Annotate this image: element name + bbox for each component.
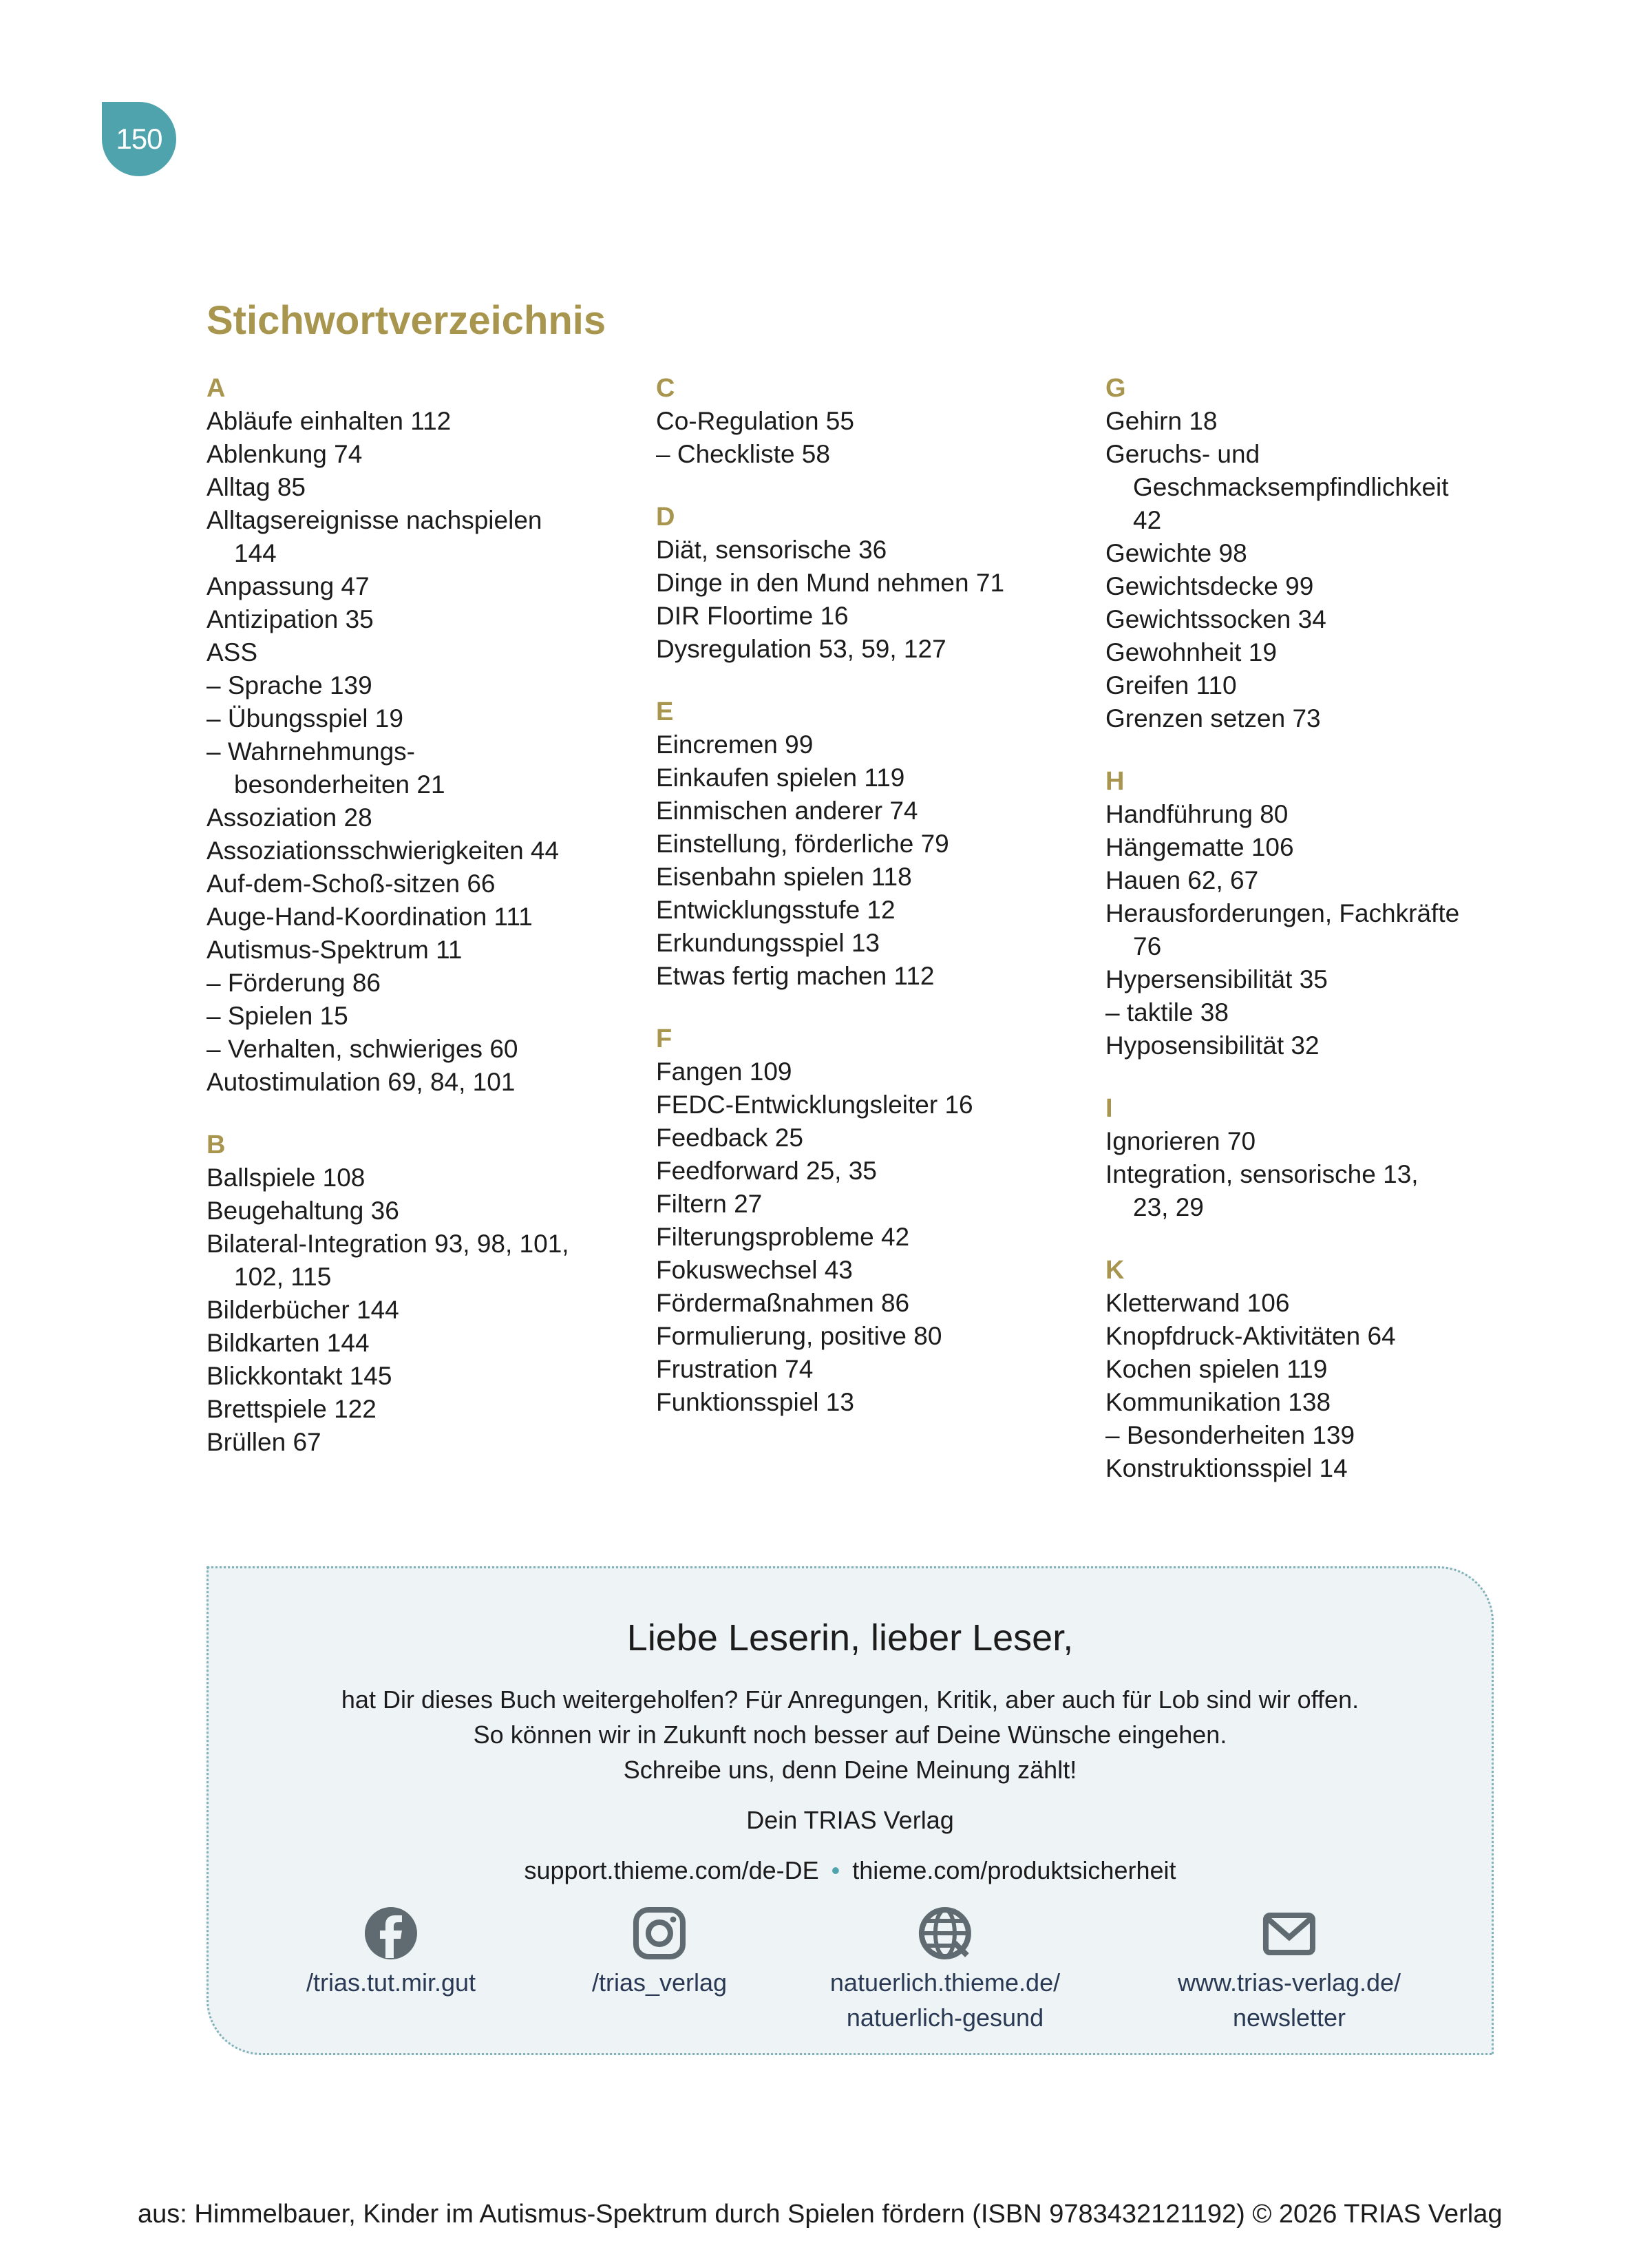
entry-text: Einkaufen spielen 119 bbox=[656, 764, 905, 792]
index-entry bbox=[206, 702, 633, 735]
entry-text: Alltag 85 bbox=[206, 473, 306, 501]
entry-text: Knopfdruck-Aktivitäten 64 bbox=[1105, 1322, 1396, 1350]
index-entry bbox=[656, 1122, 1083, 1155]
entry-text: – Verhalten, schwieriges 60 bbox=[206, 1035, 518, 1063]
message-line: So können wir in Zukunft noch besser auf Deine Wünsche eingehen. bbox=[473, 1721, 1227, 1749]
index-section-h bbox=[1105, 765, 1532, 1062]
entry-text: Gewohnheit 19 bbox=[1105, 638, 1277, 666]
entry-text: Frustration 74 bbox=[656, 1355, 814, 1383]
index-section-e bbox=[656, 695, 1083, 993]
entry-text: Greifen 110 bbox=[1105, 671, 1237, 699]
product-safety-link[interactable]: thieme.com/produktsicherheit bbox=[852, 1856, 1176, 1884]
entry-text: Gewichte 98 bbox=[1105, 539, 1247, 567]
bullet-separator: • bbox=[831, 1856, 840, 1884]
page-title: Stichwortverzeichnis bbox=[206, 298, 606, 343]
entry-text: FEDC-Entwicklungsleiter 16 bbox=[656, 1091, 973, 1119]
index-entry bbox=[1105, 570, 1532, 603]
reader-info-box bbox=[206, 1566, 1494, 2055]
entry-text: Erkundungsspiel 13 bbox=[656, 929, 880, 957]
entry-continuation: 23, 29 bbox=[1133, 1193, 1204, 1221]
entry-text: Gewichtsdecke 99 bbox=[1105, 572, 1314, 600]
instagram-link[interactable] bbox=[592, 1906, 727, 2000]
entry-text: Handführung 80 bbox=[1105, 800, 1289, 828]
entry-text: Alltagsereignisse nachspielen bbox=[206, 506, 542, 534]
index-entry bbox=[656, 1320, 1083, 1353]
entry-text: Blickkontakt 145 bbox=[206, 1362, 392, 1390]
entry-text: Co-Regulation 55 bbox=[656, 407, 854, 435]
index-entry bbox=[1105, 669, 1532, 702]
social-label: /trias.tut.mir.gut bbox=[306, 1968, 476, 1997]
entry-text: DIR Floortime 16 bbox=[656, 602, 849, 630]
index-column-3 bbox=[1105, 372, 1532, 1515]
section-letter: H bbox=[1105, 767, 1125, 796]
entry-continuation: besonderheiten 21 bbox=[234, 770, 445, 799]
index-entry bbox=[1105, 1353, 1532, 1386]
index-entry bbox=[656, 633, 1083, 666]
index-entry bbox=[206, 867, 633, 901]
entry-text: Hängematte 106 bbox=[1105, 833, 1294, 861]
index-entry bbox=[656, 728, 1083, 761]
entry-continuation: 144 bbox=[234, 539, 277, 567]
entry-text: Beugehaltung 36 bbox=[206, 1197, 399, 1225]
section-letter: D bbox=[656, 503, 675, 532]
index-entry bbox=[206, 967, 633, 1000]
entry-text: Hyposensibilität 32 bbox=[1105, 1031, 1320, 1060]
index-entry bbox=[206, 636, 633, 669]
entry-text: Kochen spielen 119 bbox=[1105, 1355, 1328, 1383]
entry-text: Ablenkung 74 bbox=[206, 440, 363, 468]
section-letter: F bbox=[656, 1024, 673, 1053]
index-entry bbox=[1105, 1419, 1532, 1452]
entry-text: Antizipation 35 bbox=[206, 605, 374, 633]
entry-text: Dinge in den Mund nehmen 71 bbox=[656, 569, 1005, 597]
entry-text: Fördermaßnahmen 86 bbox=[656, 1289, 910, 1317]
entry-text: Entwicklungsstufe 12 bbox=[656, 896, 896, 924]
entry-text: Bilderbücher 144 bbox=[206, 1296, 399, 1324]
index-entry bbox=[1105, 831, 1532, 864]
greeting: Liebe Leserin, lieber Leser, bbox=[626, 1617, 1074, 1659]
entry-text: Einmischen anderer 74 bbox=[656, 797, 918, 825]
entry-text: Bilateral-Integration 93, 98, 101, bbox=[206, 1230, 569, 1258]
index-entry bbox=[1105, 897, 1532, 963]
index-entry bbox=[1105, 996, 1532, 1029]
social-label: natuerlich.thieme.de/ bbox=[829, 1968, 1061, 1997]
index-entry bbox=[1105, 603, 1532, 636]
index-entry bbox=[1105, 1125, 1532, 1158]
index-column-2 bbox=[656, 372, 1083, 1449]
index-section-i bbox=[1105, 1092, 1532, 1224]
entry-text: – taktile 38 bbox=[1105, 998, 1229, 1027]
index-entry bbox=[206, 1294, 633, 1327]
message bbox=[209, 1682, 1492, 1787]
entry-text: Ballspiele 108 bbox=[206, 1164, 366, 1192]
entry-text: Anpassung 47 bbox=[206, 572, 370, 600]
entry-text: Assoziation 28 bbox=[206, 803, 372, 832]
index-entry bbox=[656, 600, 1083, 633]
entry-text: Konstruktionsspiel 14 bbox=[1105, 1454, 1348, 1482]
social-label: newsletter bbox=[1232, 2003, 1346, 2032]
entry-text: – Checkliste 58 bbox=[656, 440, 830, 468]
index-entry bbox=[1105, 1452, 1532, 1485]
index-entry bbox=[206, 405, 633, 438]
index-section-f bbox=[656, 1022, 1083, 1419]
index-entry bbox=[206, 901, 633, 934]
entry-text: Dysregulation 53, 59, 127 bbox=[656, 635, 946, 663]
index-entry bbox=[206, 801, 633, 834]
entry-text: Diät, sensorische 36 bbox=[656, 536, 887, 564]
entry-text: Grenzen setzen 73 bbox=[1105, 704, 1321, 733]
index-entry bbox=[206, 504, 633, 570]
entry-text: Brettspiele 122 bbox=[206, 1395, 377, 1423]
entry-text: – Besonderheiten 139 bbox=[1105, 1421, 1355, 1449]
entry-text: Filtern 27 bbox=[656, 1190, 763, 1218]
index-entry bbox=[206, 834, 633, 867]
instagram-icon bbox=[632, 1906, 687, 1961]
message-line: Schreibe uns, denn Deine Meinung zählt! bbox=[623, 1756, 1077, 1784]
section-letter: A bbox=[206, 374, 226, 403]
entry-text: Etwas fertig machen 112 bbox=[656, 962, 935, 990]
entry-text: – Übungsspiel 19 bbox=[206, 704, 403, 733]
entry-text: Feedback 25 bbox=[656, 1124, 803, 1152]
index-entry bbox=[656, 1088, 1083, 1122]
index-entry bbox=[1105, 1158, 1532, 1224]
entry-text: Feedforward 25, 35 bbox=[656, 1157, 877, 1185]
entry-text: Autostimulation 69, 84, 101 bbox=[206, 1068, 516, 1096]
facebook-link[interactable] bbox=[306, 1906, 476, 2000]
section-letter: C bbox=[656, 374, 675, 403]
index-entry bbox=[656, 1353, 1083, 1386]
index-section-b bbox=[206, 1128, 633, 1459]
entry-text: Funktionsspiel 13 bbox=[656, 1388, 854, 1416]
mail-icon bbox=[1262, 1906, 1317, 1961]
social-label: natuerlich-gesund bbox=[846, 2003, 1044, 2032]
index-entry bbox=[1105, 702, 1532, 735]
index-entry bbox=[1105, 798, 1532, 831]
index-section-c bbox=[656, 372, 1083, 471]
index-entry bbox=[206, 1228, 633, 1294]
index-entry bbox=[206, 1161, 633, 1195]
entry-text: Einstellung, förderliche 79 bbox=[656, 830, 949, 858]
index-entry bbox=[656, 1287, 1083, 1320]
newsletter-link[interactable] bbox=[1178, 1906, 1401, 2035]
entry-continuation: 76 bbox=[1133, 932, 1162, 960]
index-entry bbox=[206, 438, 633, 471]
entry-text: Kommunikation 138 bbox=[1105, 1388, 1331, 1416]
index-entry bbox=[656, 795, 1083, 828]
section-letter: E bbox=[656, 697, 674, 726]
index-section-g bbox=[1105, 372, 1532, 735]
index-entry bbox=[1105, 864, 1532, 897]
entry-text: Filterungsprobleme 42 bbox=[656, 1223, 910, 1251]
entry-text: Formulierung, positive 80 bbox=[656, 1322, 942, 1350]
entry-text: Fokuswechsel 43 bbox=[656, 1256, 853, 1284]
index-entry bbox=[656, 960, 1083, 993]
index-entry bbox=[1105, 537, 1532, 570]
entry-text: Gehirn 18 bbox=[1105, 407, 1218, 435]
index-entry bbox=[656, 438, 1083, 471]
index-entry bbox=[656, 1055, 1083, 1088]
entry-text: – Förderung 86 bbox=[206, 969, 381, 997]
support-link[interactable]: support.thieme.com/de-DE bbox=[524, 1856, 819, 1884]
signature: Dein TRIAS Verlag bbox=[746, 1806, 954, 1834]
entry-continuation: 42 bbox=[1133, 506, 1162, 534]
index-column-1 bbox=[206, 372, 633, 1488]
entry-text: Kletterwand 106 bbox=[1105, 1289, 1290, 1317]
source-footer: aus: Himmelbauer, Kinder im Autismus-Spektrum durch Spielen fördern (ISBN 9783432121192) © 2026 TRIAS Verlag bbox=[138, 2200, 1503, 2229]
index-entry bbox=[206, 471, 633, 504]
index-entry bbox=[656, 534, 1083, 567]
index-entry bbox=[1105, 636, 1532, 669]
entry-text: Auf-dem-Schoß-sitzen 66 bbox=[206, 870, 496, 898]
section-letter: K bbox=[1105, 1256, 1125, 1285]
index-section-d bbox=[656, 501, 1083, 666]
entry-text: Gewichtssocken 34 bbox=[1105, 605, 1326, 633]
page-number: 150 bbox=[102, 102, 176, 176]
entry-continuation: Geschmacksempfindlichkeit bbox=[1133, 473, 1449, 501]
social-label: www.trias-verlag.de/ bbox=[1177, 1968, 1401, 1997]
entry-text: Abläufe einhalten 112 bbox=[206, 407, 452, 435]
entry-text: Hypersensibilität 35 bbox=[1105, 965, 1328, 993]
index-entry bbox=[206, 1360, 633, 1393]
index-entry bbox=[656, 861, 1083, 894]
website-link[interactable] bbox=[830, 1906, 1060, 2035]
entry-text: ASS bbox=[206, 638, 258, 666]
entry-text: Herausforderungen, Fachkräfte bbox=[1105, 899, 1460, 927]
entry-text: Assoziationsschwierigkeiten 44 bbox=[206, 837, 560, 865]
entry-text: Brüllen 67 bbox=[206, 1428, 321, 1456]
index-entry bbox=[656, 1188, 1083, 1221]
index-entry bbox=[206, 1033, 633, 1066]
index-entry bbox=[206, 1393, 633, 1426]
index-entry bbox=[206, 934, 633, 967]
entry-text: Eincremen 99 bbox=[656, 730, 814, 759]
entry-text: Auge-Hand-Koordination 111 bbox=[206, 903, 533, 931]
section-letter: I bbox=[1105, 1094, 1113, 1123]
entry-text: Integration, sensorische 13, bbox=[1105, 1160, 1419, 1188]
index-entry bbox=[1105, 963, 1532, 996]
support-links bbox=[209, 1856, 1492, 1885]
index-entry bbox=[656, 1221, 1083, 1254]
index-section-k bbox=[1105, 1254, 1532, 1485]
entry-text: – Spielen 15 bbox=[206, 1002, 348, 1030]
index-entry bbox=[206, 735, 633, 801]
entry-text: Fangen 109 bbox=[656, 1058, 792, 1086]
message-line: hat Dir dieses Buch weitergeholfen? Für Anregungen, Kritik, aber auch für Lob sind wir offen. bbox=[341, 1685, 1359, 1714]
index-entry bbox=[206, 603, 633, 636]
entry-text: Hauen 62, 67 bbox=[1105, 866, 1259, 894]
index-entry bbox=[1105, 1029, 1532, 1062]
entry-text: – Sprache 139 bbox=[206, 671, 372, 699]
index-entry bbox=[656, 828, 1083, 861]
index-entry bbox=[206, 1066, 633, 1099]
section-letter: G bbox=[1105, 374, 1126, 403]
entry-text: Bildkarten 144 bbox=[206, 1329, 370, 1357]
index-entry bbox=[656, 1386, 1083, 1419]
section-letter: B bbox=[206, 1130, 226, 1159]
index-entry bbox=[206, 1195, 633, 1228]
index-entry bbox=[206, 669, 633, 702]
entry-text: Eisenbahn spielen 118 bbox=[656, 863, 912, 891]
index-entry bbox=[206, 1327, 633, 1360]
index-entry bbox=[206, 570, 633, 603]
index-entry bbox=[656, 1155, 1083, 1188]
index-entry bbox=[656, 761, 1083, 795]
index-entry bbox=[656, 405, 1083, 438]
index-entry bbox=[1105, 504, 1532, 537]
index-section-a bbox=[206, 372, 633, 1099]
index-entry bbox=[656, 567, 1083, 600]
entry-continuation: 102, 115 bbox=[234, 1263, 332, 1291]
facebook-icon bbox=[363, 1906, 419, 1961]
index-entry bbox=[656, 894, 1083, 927]
globe-icon bbox=[918, 1906, 973, 1961]
index-entry bbox=[656, 927, 1083, 960]
index-entry bbox=[656, 1254, 1083, 1287]
index-entry bbox=[206, 1000, 633, 1033]
index-entry bbox=[1105, 1320, 1532, 1353]
entry-text: Geruchs- und bbox=[1105, 440, 1260, 468]
entry-text: – Wahrnehmungs- bbox=[206, 737, 415, 766]
entry-text: Autismus-Spektrum 11 bbox=[206, 936, 463, 964]
index-entry bbox=[1105, 438, 1532, 504]
social-label: /trias_verlag bbox=[591, 1968, 728, 1997]
index-entry bbox=[206, 1426, 633, 1459]
index-entry bbox=[1105, 405, 1532, 438]
entry-text: Ignorieren 70 bbox=[1105, 1127, 1256, 1155]
index-entry bbox=[1105, 1386, 1532, 1419]
index-entry bbox=[1105, 1287, 1532, 1320]
